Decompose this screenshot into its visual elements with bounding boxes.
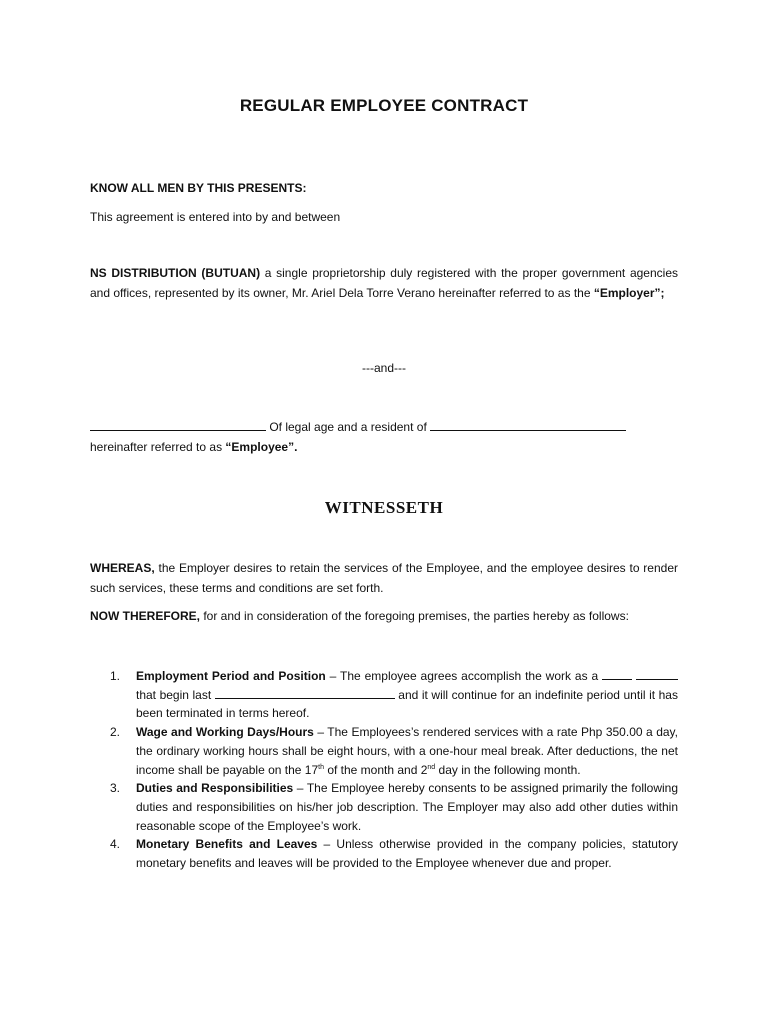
residence-blank — [430, 419, 626, 431]
know-all-heading: KNOW ALL MEN BY THIS PRESENTS: — [90, 181, 307, 195]
whereas-text: the Employer desires to retain the services of the Employee, and the employee desires to render such services, these terms and conditions are set forth. — [90, 561, 678, 595]
employee-line-2 — [90, 438, 678, 458]
employer-label: “Employer”; — [593, 285, 665, 300]
item-heading: Duties and Responsibilities — [136, 781, 294, 796]
item-heading: Employment Period and Position — [136, 669, 326, 683]
item-number: 4. — [110, 837, 121, 852]
item-number: 2. — [110, 725, 121, 740]
employer-paragraph — [90, 264, 678, 303]
position-blank-2 — [636, 668, 678, 680]
item-text: of the month and 2 — [323, 762, 428, 777]
employee-label: “Employee”. — [225, 439, 298, 454]
employee-line2-text: hereinafter referred to as — [90, 439, 226, 454]
ordinal-suffix: nd — [427, 763, 436, 771]
witnesseth-heading: WITNESSETH — [324, 498, 444, 517]
item-number: 3. — [110, 781, 121, 796]
start-date-blank — [215, 687, 395, 699]
employer-name: NS DISTRIBUTION (BUTUAN) — [90, 266, 261, 280]
employee-name-blank — [90, 419, 266, 431]
list-item — [110, 667, 678, 723]
list-item — [110, 723, 678, 779]
now-therefore-paragraph — [90, 607, 678, 627]
terms-list — [110, 667, 678, 873]
item-text: – Unless otherwise provided in the company policies, statutory monetary benefits and leaves will be provided to the Employee whenever due and proper. — [136, 837, 678, 871]
item-text: day in the following month. — [435, 762, 581, 777]
position-blank — [602, 668, 632, 680]
item-text: that begin last — [136, 687, 215, 702]
employee-paragraph — [90, 418, 678, 457]
now-therefore-text: for and in consideration of the foregoing premises, the parties hereby as follows: — [200, 609, 629, 623]
whereas-paragraph — [90, 559, 678, 598]
ordinal-suffix: th — [318, 763, 324, 771]
item-text: and it will continue for an indefinite period until it has been terminated in terms hereof. — [136, 687, 678, 721]
employer-text: a single proprietorship duly registered with the proper government agencies and offices, represented by its owner, Mr. Ariel Dela Torre Verano hereinafter referred to as the — [90, 266, 678, 300]
now-therefore-lead: NOW THEREFORE, — [90, 609, 200, 623]
employee-line-1 — [90, 418, 678, 438]
employee-line1-text: Of legal age and a resident of — [266, 420, 431, 434]
document-title: REGULAR EMPLOYEE CONTRACT — [239, 96, 529, 115]
item-heading: Monetary Benefits and Leaves — [136, 837, 318, 852]
item-number: 1. — [110, 669, 121, 683]
intro-text: This agreement is entered into by and between — [90, 210, 341, 224]
list-item — [110, 779, 678, 835]
and-separator: ---and--- — [362, 361, 406, 375]
item-text: – The Employee hereby consents to be assigned primarily the following duties and responsibilities on his/her job description. The Employer may also add other duties within reasonable scope of the Employee’s work. — [136, 781, 678, 833]
item-text: – The Employees’s rendered services with a rate Php 350.00 a day, the ordinary working hours shall be eight hours, with a one-hour meal break. After deductions, the net income shall be payable on the 17 — [136, 725, 678, 777]
item-text: – The employee agrees accomplish the work as a — [325, 669, 603, 683]
whereas-lead: WHEREAS, — [90, 561, 155, 575]
list-item — [110, 835, 678, 872]
item-heading: Wage and Working Days/Hours — [136, 725, 314, 740]
